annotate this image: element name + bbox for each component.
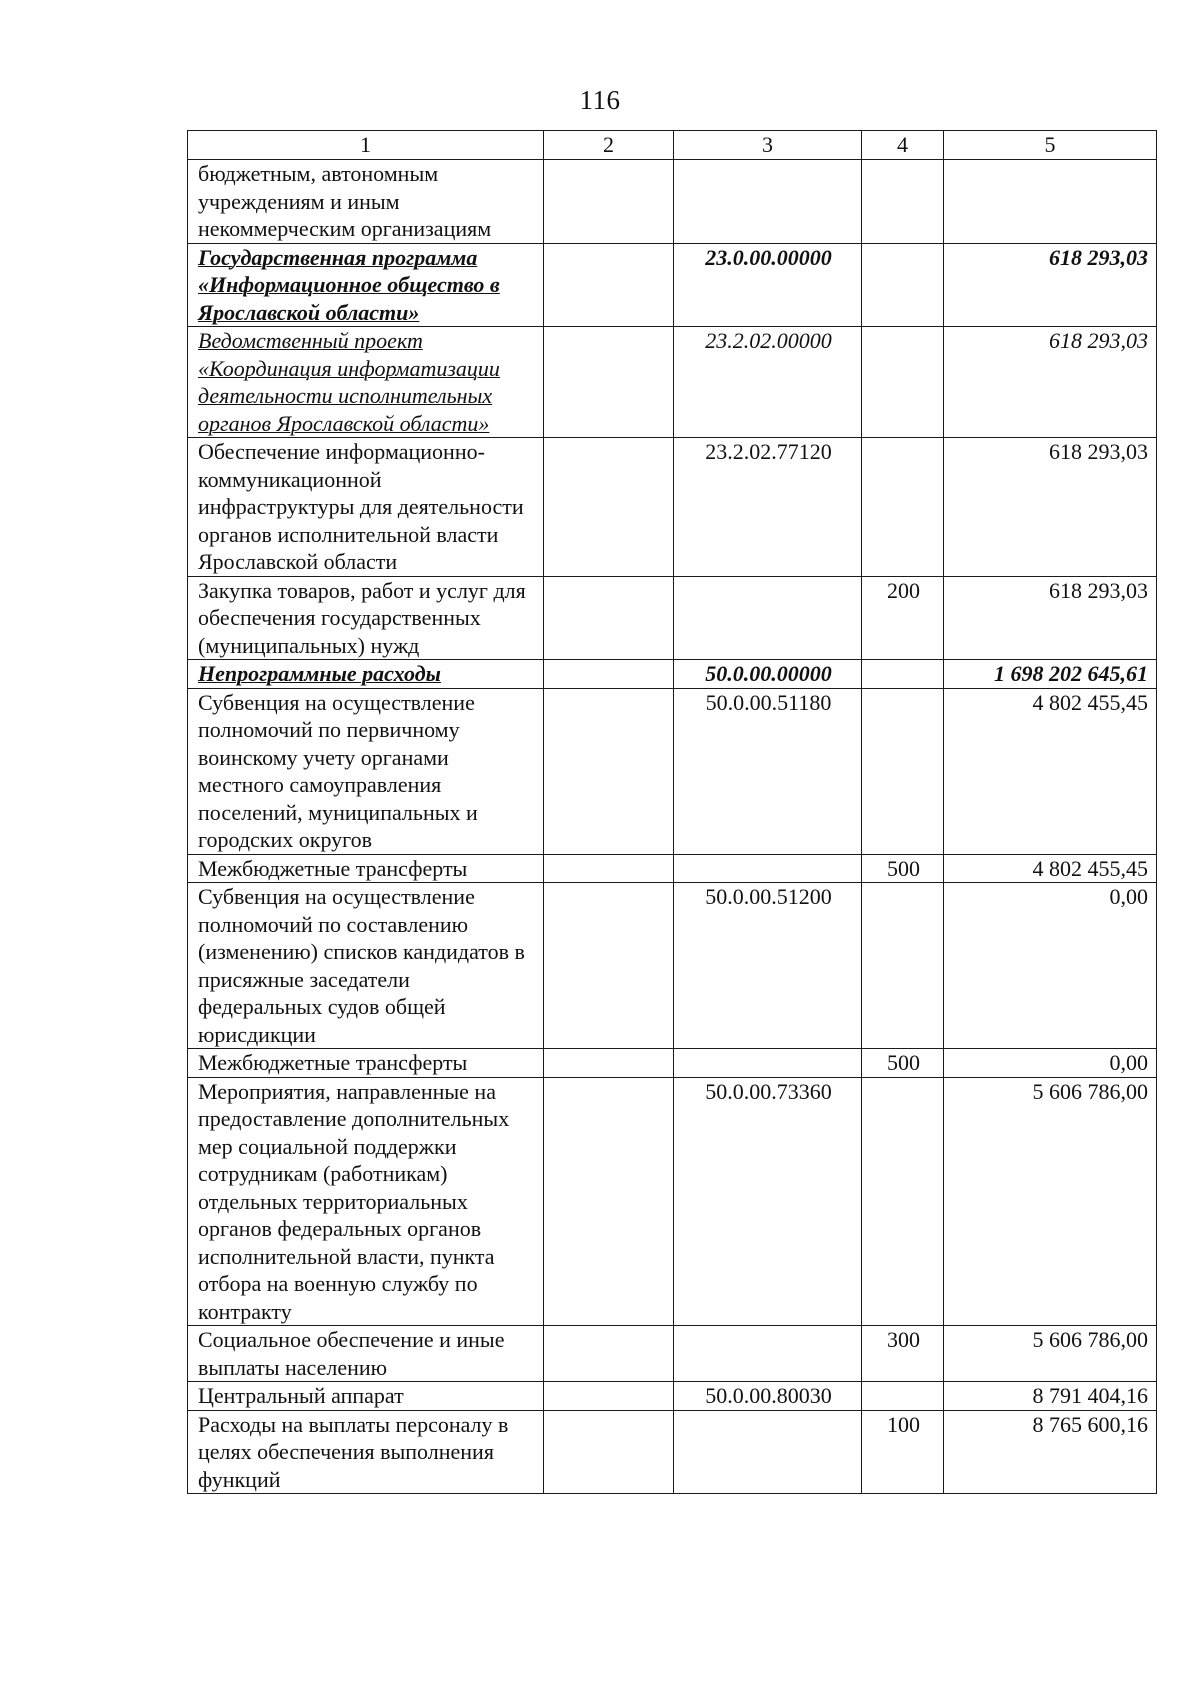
table-row	[188, 243, 1157, 327]
row-amount-cell: 8 791 404,16	[944, 1382, 1157, 1411]
row-name-cell	[188, 243, 544, 327]
row-name-text: Обеспечение информационно-коммуникационной инфраструктуры для деятельности органов исполнительной власти Ярославской области	[198, 439, 524, 574]
table-row	[188, 327, 1157, 438]
row-name-text: бюджетным, автономным учреждениям и иным некоммерческим организациям	[198, 161, 492, 241]
row-amount-cell: 618 293,03	[944, 576, 1157, 660]
row-name-cell	[188, 1382, 544, 1411]
row-col2-cell	[544, 1410, 674, 1494]
row-type-cell	[862, 327, 944, 438]
column-header: 1	[188, 131, 544, 160]
row-name-text: Субвенция на осуществление полномочий по первичному воинскому учету органами местного самоуправления поселений, муниципальных и городских округов	[198, 689, 478, 852]
row-type-cell: 500	[862, 1049, 944, 1078]
row-name-text: Центральный аппарат	[198, 1383, 404, 1408]
row-col2-cell	[544, 438, 674, 577]
row-code-cell	[674, 160, 862, 244]
row-name-text: Государственная программа «Информационное общество в Ярославской области»	[198, 244, 500, 325]
row-col2-cell	[544, 1049, 674, 1078]
row-type-cell: 100	[862, 1410, 944, 1494]
row-amount-cell: 618 293,03	[944, 327, 1157, 438]
row-amount-cell: 618 293,03	[944, 243, 1157, 327]
row-col2-cell	[544, 243, 674, 327]
row-amount-cell: 4 802 455,45	[944, 854, 1157, 883]
row-name-text: Социальное обеспечение и иные выплаты населению	[198, 1327, 505, 1380]
table-row	[188, 854, 1157, 883]
row-col2-cell	[544, 883, 674, 1049]
row-code-cell: 50.0.00.80030	[674, 1382, 862, 1411]
budget-table	[187, 130, 1157, 1494]
row-type-cell	[862, 688, 944, 854]
row-type-cell	[862, 160, 944, 244]
row-code-cell: 23.2.02.00000	[674, 327, 862, 438]
row-name-text: Субвенция на осуществление полномочий по составлению (изменению) списков кандидатов в присяжные заседатели федеральных судов общей юрисдикции	[198, 884, 525, 1047]
row-col2-cell	[544, 1326, 674, 1382]
table-row	[188, 1410, 1157, 1494]
row-amount-cell: 0,00	[944, 1049, 1157, 1078]
row-code-cell	[674, 854, 862, 883]
row-name-cell	[188, 854, 544, 883]
row-col2-cell	[544, 160, 674, 244]
row-amount-cell: 4 802 455,45	[944, 688, 1157, 854]
row-type-cell	[862, 1077, 944, 1326]
row-name-cell	[188, 883, 544, 1049]
row-amount-cell: 8 765 600,16	[944, 1410, 1157, 1494]
row-name-text: Мероприятия, направленные на предоставление дополнительных мер социальной поддержки сотрудникам (работникам) отдельных территориальных органов федеральных органов исполнительной власти, пункта отбора на военную службу по контракту	[198, 1078, 510, 1324]
row-name-cell	[188, 160, 544, 244]
row-name-cell	[188, 1077, 544, 1326]
row-col2-cell	[544, 688, 674, 854]
row-code-cell: 23.0.00.00000	[674, 243, 862, 327]
row-code-cell: 50.0.00.51200	[674, 883, 862, 1049]
row-col2-cell	[544, 1382, 674, 1411]
row-col2-cell	[544, 576, 674, 660]
row-amount-cell	[944, 160, 1157, 244]
table-row	[188, 1049, 1157, 1078]
row-type-cell: 200	[862, 576, 944, 660]
row-name-text: Закупка товаров, работ и услуг для обеспечения государственных (муниципальных) нужд	[198, 577, 526, 658]
row-col2-cell	[544, 854, 674, 883]
table-row	[188, 160, 1157, 244]
row-name-cell	[188, 660, 544, 689]
row-col2-cell	[544, 327, 674, 438]
row-type-cell	[862, 243, 944, 327]
table-row	[188, 1077, 1157, 1326]
table-row	[188, 576, 1157, 660]
row-name-cell	[188, 327, 544, 438]
row-code-cell: 50.0.00.51180	[674, 688, 862, 854]
row-type-cell	[862, 1382, 944, 1411]
row-name-cell	[188, 688, 544, 854]
row-name-text: Непрограммные расходы	[198, 661, 441, 686]
row-name-text: Межбюджетные трансферты	[198, 855, 468, 881]
row-type-cell	[862, 660, 944, 689]
row-code-cell: 23.2.02.77120	[674, 438, 862, 577]
table-row	[188, 688, 1157, 854]
page-number: 116	[579, 85, 621, 115]
column-header: 5	[944, 131, 1157, 160]
row-name-cell	[188, 438, 544, 577]
table-row	[188, 1326, 1157, 1382]
row-code-cell: 50.0.00.73360	[674, 1077, 862, 1326]
row-amount-cell: 1 698 202 645,61	[944, 660, 1157, 689]
table-row	[188, 660, 1157, 689]
row-amount-cell: 5 606 786,00	[944, 1077, 1157, 1326]
row-name-cell	[188, 1410, 544, 1494]
row-code-cell	[674, 576, 862, 660]
table-row	[188, 438, 1157, 577]
row-code-cell	[674, 1326, 862, 1382]
row-name-text: Ведомственный проект «Координация информатизации деятельности исполнительных органов Ярославской области»	[198, 328, 500, 436]
table-row	[188, 883, 1157, 1049]
row-amount-cell: 5 606 786,00	[944, 1326, 1157, 1382]
row-type-cell	[862, 438, 944, 577]
row-name-cell	[188, 576, 544, 660]
row-col2-cell	[544, 660, 674, 689]
row-code-cell	[674, 1049, 862, 1078]
row-name-cell	[188, 1326, 544, 1382]
column-header: 3	[674, 131, 862, 160]
row-amount-cell: 618 293,03	[944, 438, 1157, 577]
row-name-text: Межбюджетные трансферты	[198, 1050, 468, 1075]
row-code-cell	[674, 1410, 862, 1494]
column-header: 4	[862, 131, 944, 160]
row-code-cell: 50.0.00.00000	[674, 660, 862, 689]
row-type-cell: 300	[862, 1326, 944, 1382]
row-name-cell	[188, 1049, 544, 1078]
row-type-cell: 500	[862, 854, 944, 883]
row-type-cell	[862, 883, 944, 1049]
row-name-text: Расходы на выплаты персоналу в целях обеспечения выполнения функций	[198, 1411, 509, 1492]
column-header: 2	[544, 131, 674, 160]
table-header-row	[188, 131, 1157, 160]
table-row	[188, 1382, 1157, 1411]
table-body	[188, 160, 1157, 1494]
row-col2-cell	[544, 1077, 674, 1326]
row-amount-cell: 0,00	[944, 883, 1157, 1049]
